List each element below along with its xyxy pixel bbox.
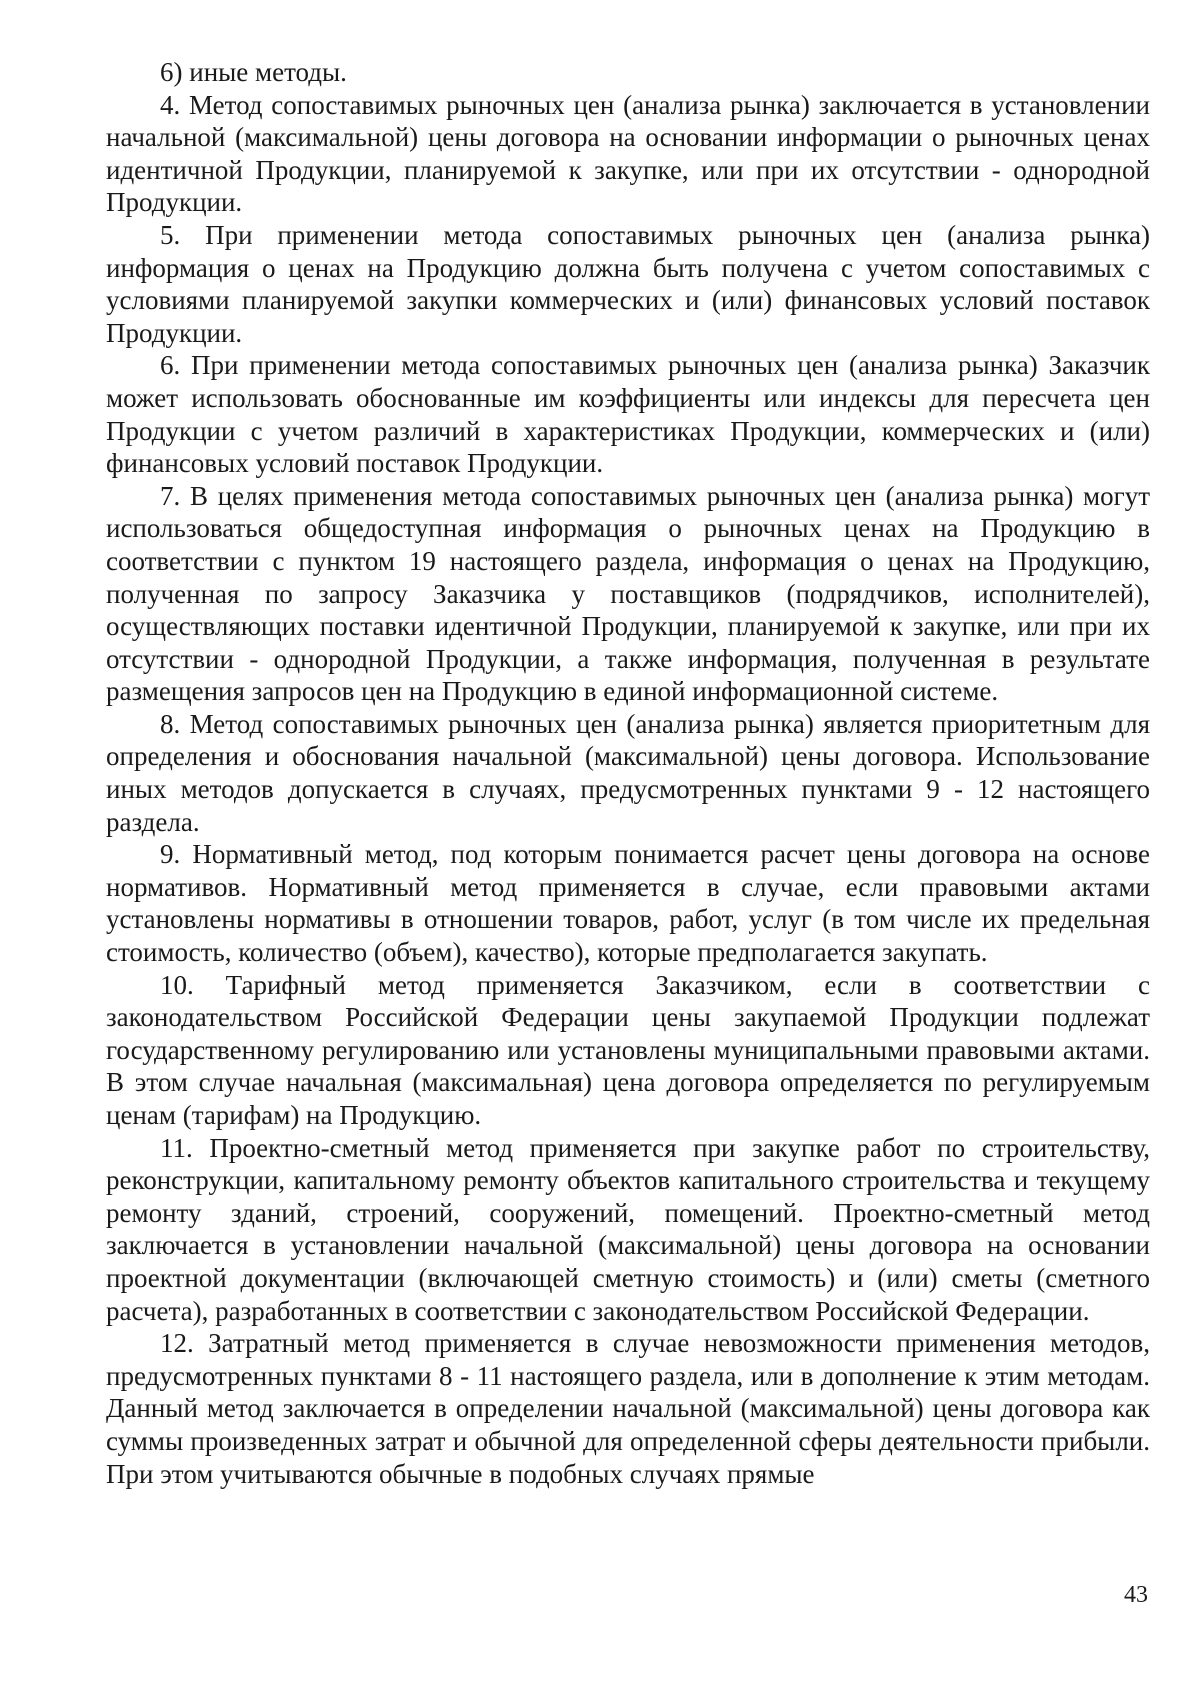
paragraph-10-tariff-method: 10. Тарифный метод применяется Заказчиком, если в соответствии с законодательством Российской Федерации цены закупаемой Продукции подлежат государственному регулированию или установлены муниципальными правовыми актами. В этом случае начальная (максимальная) цена договора определяется по регулируемым ценам (тарифам) на Продукцию. xyxy=(106,969,1150,1130)
paragraph-5-market-price-info: 5. При применении метода сопоставимых рыночных цен (анализа рынка) информация о ценах на Продукцию должна быть получена с учетом сопоставимых с условиями планируемой закупки коммерческих и (или) финансовых условий поставок Продукции. xyxy=(106,219,1150,348)
paragraph-12-cost-method: 12. Затратный метод применяется в случае невозможности применения методов, предусмотренных пунктами 8 - 11 настоящего раздела, или в дополнение к этим методам. Данный метод заключается в определении начальной (максимальной) цены договора как суммы произведенных затрат и обычной для определенной сферы деятельности прибыли. При этом учитываются обычные в подобных случаях прямые xyxy=(106,1328,1150,1489)
paragraph-8-priority-method: 8. Метод сопоставимых рыночных цен (анализа рынка) является приоритетным для определения и обоснования начальной (максимальной) цены договора. Использование иных методов допускается в случаях, предусмотренных пунктами 9 - 12 настоящего раздела. xyxy=(106,708,1150,837)
paragraph-9-normative-method: 9. Нормативный метод, под которым понимается расчет цены договора на основе нормативов. Нормативный метод применяется в случае, если правовыми актами установлены нормативы в отношении товаров, работ, услуг (в том числе их предельная стоимость, количество (объем), качество), которые предполагается закупать. xyxy=(106,839,1150,968)
paragraph-4-market-price-method: 4. Метод сопоставимых рыночных цен (анализа рынка) заключается в установлении начальной (максимальной) цены договора на основании информации о рыночных ценах идентичной Продукции, планируемой к закупке, или при их отсутствии - однородной Продукции. xyxy=(106,89,1150,218)
page-number: 43 xyxy=(1124,1582,1148,1608)
paragraph-11-design-estimate-method: 11. Проектно-сметный метод применяется при закупке работ по строительству, реконструкции, капитальному ремонту объектов капитального строительства и текущему ремонту зданий, строений, сооружений, помещений. Проектно-сметный метод заключается в установлении начальной (максимальной) цены договора на основании проектной документации (включающей сметную стоимость) и (или) сметы (сметного расчета), разработанных в соответствии с законодательством Российской Федерации. xyxy=(106,1132,1150,1326)
paragraph-7-information-sources: 7. В целях применения метода сопоставимых рыночных цен (анализа рынка) могут использоваться общедоступная информация о рыночных ценах на Продукцию в соответствии с пунктом 19 настоящего раздела, информация о ценах на Продукцию, полученная по запросу Заказчика у поставщиков (подрядчиков, исполнителей), осуществляющих поставки идентичной Продукции, планируемой к закупке, или при их отсутствии - однородной Продукции, а также информация, полученная в результате размещения запросов цен на Продукцию в единой информационной системе. xyxy=(106,480,1150,707)
paragraph-6-other-methods: 6) иные методы. xyxy=(160,57,347,87)
document-page xyxy=(106,56,1150,1656)
paragraph-6-coefficients: 6. При применении метода сопоставимых рыночных цен (анализа рынка) Заказчик может использовать обоснованные им коэффициенты или индексы для пересчета цен Продукции с учетом различий в характеристиках Продукции, коммерческих и (или) финансовых условий поставок Продукции. xyxy=(106,350,1150,479)
